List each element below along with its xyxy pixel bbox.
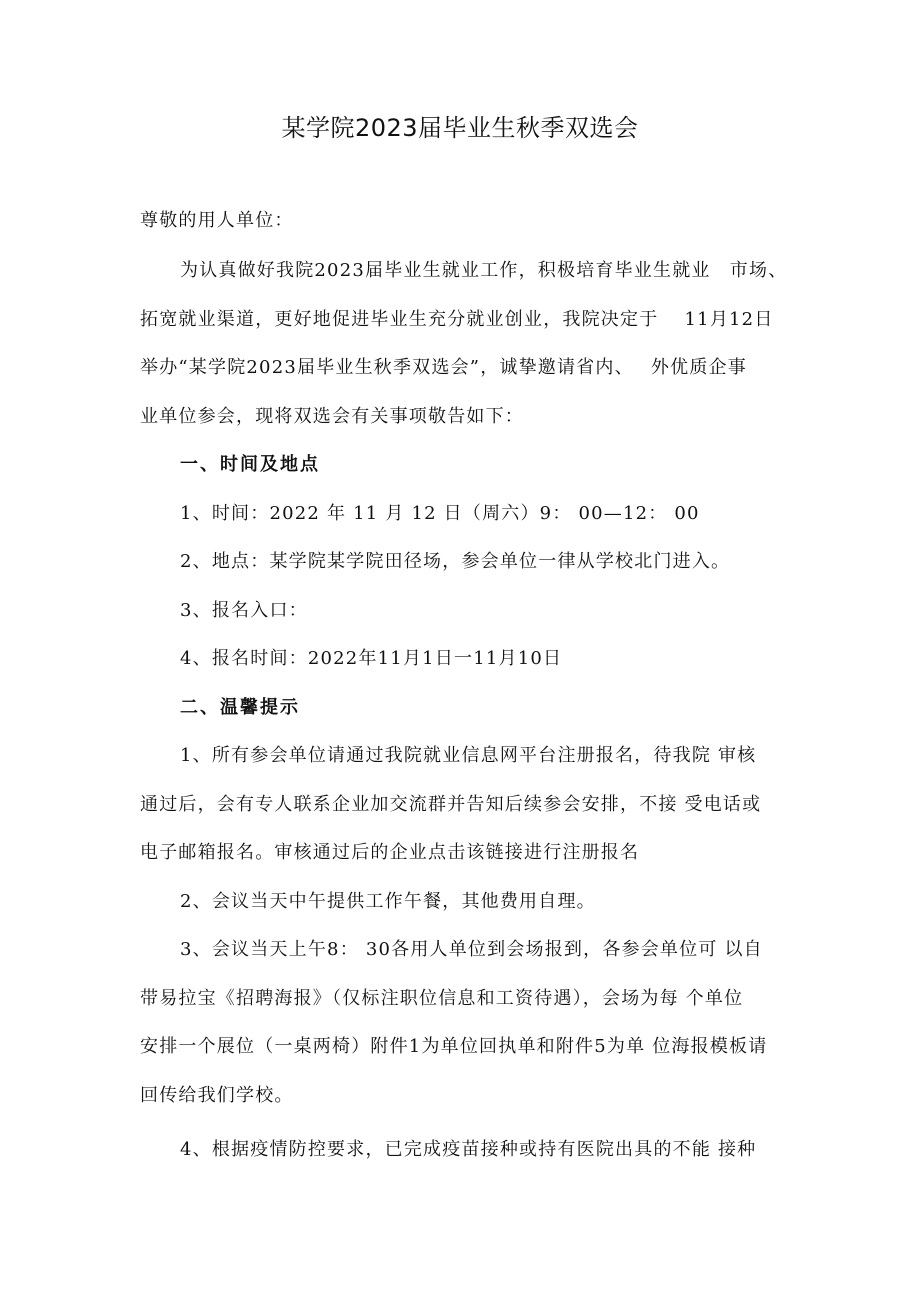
paragraph-line: 安排一个展位（一桌两椅）附件1为单位回执单和附件5为单 位海报模板请 [140,1036,768,1057]
paragraph-line: 4、根据疫情防控要求，已完成疫苗接种或持有医院出具的不能 接种 [180,1139,757,1160]
paragraph-line: 2、会议当天中午提供工作午餐，其他费用自理。 [180,891,596,912]
paragraph-line: 通过后，会有专人联系企业加交流群并告知后续参会安排，不接 受电话或 [140,794,762,815]
document-title: 某学院2023届毕业生秋季双选会 [281,114,639,142]
intro-line: 为认真做好我院2023届毕业生就业工作，积极培育毕业生就业 市场、 [180,260,788,281]
paragraph-line: 带易拉宝《招聘海报》（仅标注职位信息和工资待遇），会场为每 个单位 [140,988,744,1009]
list-item: 3、报名入口： [180,600,308,621]
list-item: 1、时间：2022 年 11 月 12 日（周六）9： 00—12： 00 [180,503,700,524]
intro-line: 举办“某学院2023届毕业生秋季双选会”，诚挚邀请省内、 外优质企事 [140,357,747,378]
section-heading: 一、时间及地点 [180,454,320,475]
salutation: 尊敬的用人单位： [140,210,294,231]
list-item: 2、地点：某学院某学院田径场，参会单位一律从学校北门进入。 [180,551,731,572]
paragraph-line: 回传给我们学校。 [140,1085,294,1106]
paragraph-line: 电子邮箱报名。审核通过后的企业点击该链接进行注册报名 [140,842,640,863]
section-heading: 二、温馨提示 [180,697,300,718]
intro-line: 拓宽就业渠道，更好地促进毕业生充分就业创业，我院决定于 11月12日 [140,309,774,330]
intro-line: 业单位参会，现将双选会有关事项敬告如下： [140,406,524,427]
paragraph-line: 3、会议当天上午8： 30各用人单位到会场报到，各参会单位可 以自 [180,939,763,960]
list-item: 4、报名时间：2022年11月1日一11月10日 [180,648,563,669]
paragraph-line: 1、所有参会单位请通过我院就业信息网平台注册报名，待我院 审核 [180,745,757,766]
